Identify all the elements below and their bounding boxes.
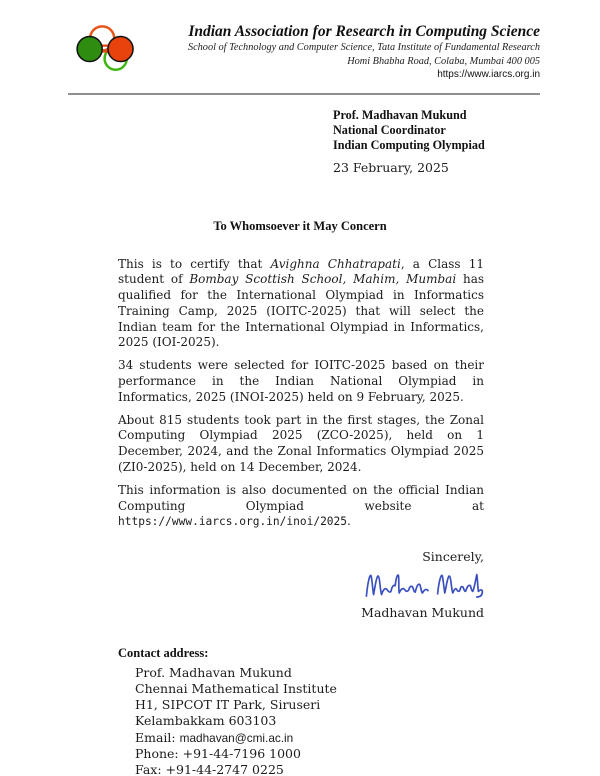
iarcs-logo-icon xyxy=(73,22,141,76)
inoi-results-link[interactable]: https://www.iarcs.org.in/inoi/2025 xyxy=(118,515,348,529)
email-link[interactable]: madhavan@cmi.ac.in xyxy=(179,730,294,745)
contact-line-email xyxy=(135,730,600,746)
contact-line-fax xyxy=(135,762,600,776)
fax-label: Fax: xyxy=(135,762,166,776)
p1-text: , a Class 11 student of xyxy=(118,256,485,287)
sender-title: National Coordinator xyxy=(333,122,446,137)
paragraph-stages: About 815 students took part in the first stages, the Zonal Computing Olympiad 2025 (ZCO-2025), held on 1 December, 2024, and the Zonal Informatics Olympiad 2025 (ZI0-2025), held on 14 December, 2024. xyxy=(118,412,484,475)
p1-text: This is to certify that xyxy=(118,256,271,271)
org-name: Indian Association for Research in Computing Science xyxy=(188,23,540,40)
letter-body xyxy=(118,257,484,531)
org-website-link[interactable]: https://www.iarcs.org.in xyxy=(437,69,540,80)
paragraph-website xyxy=(118,483,484,530)
letterhead-text xyxy=(141,23,540,82)
contact-lines xyxy=(135,665,600,776)
fax-value: +91-44-2747 0225 xyxy=(165,762,284,776)
signature-image xyxy=(118,565,484,605)
student-name: Avighna Chhatrapati xyxy=(270,256,401,271)
phone-value: +91-44-7196 1000 xyxy=(182,746,301,762)
sender-block xyxy=(333,108,600,153)
contact-line-city: Kelambakkam 603103 xyxy=(135,713,277,729)
signatory-name: Madhavan Mukund xyxy=(361,605,484,621)
closing-block xyxy=(118,549,484,620)
contact-block xyxy=(118,645,600,776)
contact-line-phone xyxy=(135,746,600,762)
subject-line: To Whomsoever it May Concern xyxy=(213,218,387,233)
p4-text: . xyxy=(347,514,351,529)
p1-text: has qualified for the International Olympiad in Informatics Training Camp, 2025 (IOITC-2025) that will select the Indian team for the International Olympiad in Informatics, 2025 (IOI-2025). xyxy=(118,272,485,350)
org-address-line: Homi Bhabha Road, Colaba, Mumbai 400 005 xyxy=(347,55,540,67)
school-name: Bombay Scottish School, Mahim, Mumbai xyxy=(189,272,457,287)
email-label: Email: xyxy=(135,729,180,745)
phone-label: Phone: xyxy=(135,746,183,762)
p4-text: This information is also documented on the official Indian Computing Olympiad website at xyxy=(118,482,484,513)
paragraph-certify xyxy=(118,257,484,352)
letter-date: 23 February, 2025 xyxy=(333,159,449,175)
contact-line-street: H1, SIPCOT IT Park, Siruseri xyxy=(135,697,321,713)
letterhead xyxy=(0,0,600,82)
sender-name: Prof. Madhavan Mukund xyxy=(333,107,467,122)
org-dept-line: School of Technology and Computer Science, Tata Institute of Fundamental Research xyxy=(187,42,540,53)
valediction: Sincerely, xyxy=(422,549,484,565)
paragraph-selection: 34 students were selected for IOITC-2025 based on their performance in the Indian National Olympiad in Informatics, 2025 (INOI-2025) held on 9 February, 2025. xyxy=(118,358,484,404)
header-divider xyxy=(68,93,540,95)
contact-line-institute: Chennai Mathematical Institute xyxy=(135,680,337,696)
contact-heading: Contact address: xyxy=(118,646,209,661)
contact-line-name: Prof. Madhavan Mukund xyxy=(135,664,292,680)
sender-org: Indian Computing Olympiad xyxy=(333,137,485,152)
